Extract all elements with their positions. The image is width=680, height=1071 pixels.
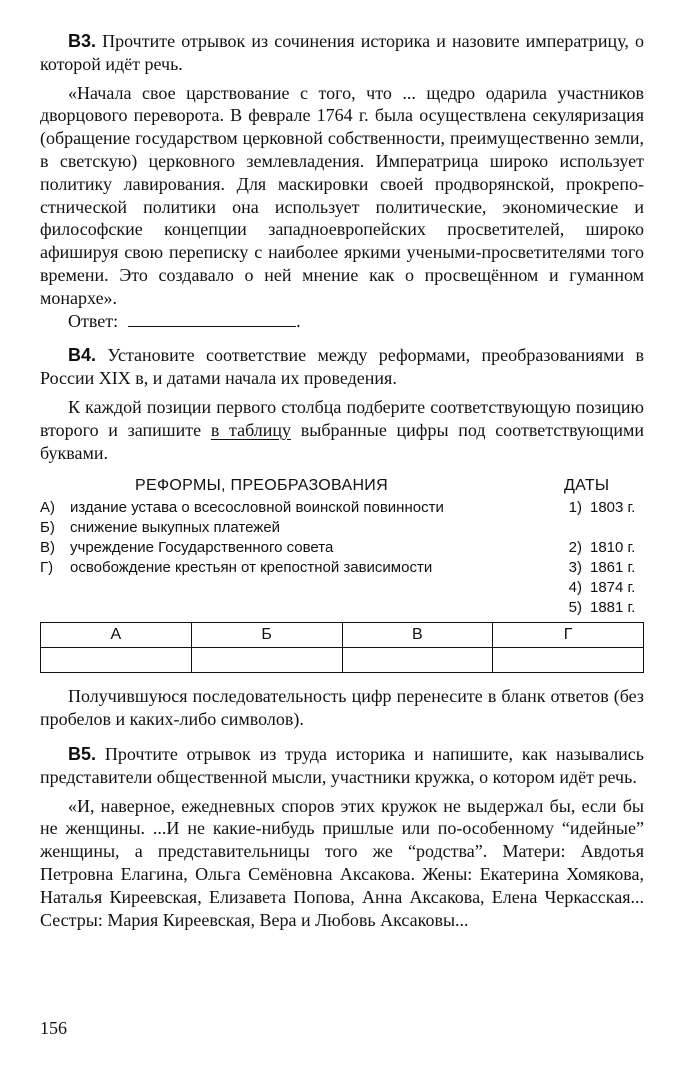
b4-label: В4. xyxy=(68,345,97,366)
answer-table xyxy=(40,622,644,673)
b4-instruction xyxy=(40,396,644,464)
date-text: 1874 г. xyxy=(590,579,636,597)
reforms-list xyxy=(40,498,520,578)
reform-letter: Г) xyxy=(40,559,54,577)
reform-letter: А) xyxy=(40,499,55,517)
answer-table-header-v: В xyxy=(342,623,493,648)
b4-prompt xyxy=(40,344,644,390)
reform-letter: В) xyxy=(40,539,55,557)
b5-prompt-text: Прочтите отрывок из труда историка и напишите, как назывались представители общественной мысли, участники кружка, о котором идёт речь. xyxy=(40,743,645,787)
b3-answer-line[interactable] xyxy=(128,312,296,327)
b4-transfer-note: Получившуюся последовательность цифр перенесите в бланк ответов (без пробелов и каких-либо символов). xyxy=(40,686,644,730)
date-text: 1861 г. xyxy=(590,559,636,577)
date-number: 2) xyxy=(568,539,582,557)
reform-letter: Б) xyxy=(40,519,55,537)
matching-lists xyxy=(40,476,644,622)
answer-cell-b[interactable] xyxy=(191,648,342,673)
page xyxy=(40,30,644,931)
b4-prompt-text: Установите соответствие между реформами, преобразованиями в России XIX в, и датами начала их проведения. xyxy=(40,345,645,389)
answer-cell-v[interactable] xyxy=(342,648,493,673)
reform-item xyxy=(40,538,520,558)
date-text: 1810 г. xyxy=(590,539,636,557)
date-text: 1881 г. xyxy=(590,599,636,617)
reform-item xyxy=(40,518,520,538)
answer-table-header-a: А xyxy=(41,623,192,648)
answer-table-header-b: Б xyxy=(191,623,342,648)
b5-label: В5. xyxy=(68,743,97,764)
b5-prompt xyxy=(40,743,644,789)
reform-item xyxy=(40,558,520,578)
date-number: 3) xyxy=(568,559,582,577)
reform-text: издание устава о всесословной воинской повинности xyxy=(70,499,444,517)
answer-table-input-row xyxy=(41,648,644,673)
date-item xyxy=(554,498,644,518)
reforms-header: РЕФОРМЫ, ПРЕОБРАЗОВАНИЯ xyxy=(135,477,388,495)
date-item xyxy=(554,538,644,558)
answer-table-header-row xyxy=(41,623,644,648)
b3-answer-row: Ответ: . xyxy=(68,310,301,331)
date-item xyxy=(554,578,644,598)
b3-answer-label: Ответ: xyxy=(68,310,119,331)
b5-quote: «И, наверное, ежедневных споров этих кружок не выдержал бы, если бы не женщины. ...И не какие-нибудь пришлые или по-особенному “идейные” женщины, а представительницы того же “родства”. Матери: Авдотья Петровна Елагина, Ольга Семёновна Аксакова. Жены: Екатерина Хомякова, Наталья Киреевская, Елизавета Попова, Анна Аксакова, Елена Черкасская... Сестры: Мария Киреевская, Вера и Любовь Аксаковы... xyxy=(40,795,644,930)
dates-list xyxy=(554,498,644,618)
answer-cell-a[interactable] xyxy=(41,648,192,673)
date-number: 1) xyxy=(568,499,582,517)
reform-item xyxy=(40,498,520,518)
b4-instruction-after: выбранные цифры под соответствующими буквами. xyxy=(40,419,644,463)
b3-quote: «Начала свое царствование с того, что ... щедро одарила участников дворцового переворота. В феврале 1764 г. была осуществлена секуляризация (обращение государством церковной собственности, преимущественно земли, в светскую) церковного землевладения. Императрица широко использует политику лавирования. Для маскировки своей продворянской, прокрепостнической политики она использует политические, экономические и философские концепции западноевропейских просветителей, широко афишируя свою переписку с наиболее яркими учеными-просветителями того времени. Это создавало о ней мнение как о просвещённом и гуманном монархе». xyxy=(40,82,644,308)
reform-text: снижение выкупных платежей xyxy=(70,519,281,537)
answer-cell-g[interactable] xyxy=(493,648,644,673)
date-item xyxy=(554,598,644,618)
date-text: 1803 г. xyxy=(590,499,636,517)
date-number: 4) xyxy=(568,579,582,597)
date-number: 5) xyxy=(568,599,582,617)
answer-table-header-g: Г xyxy=(493,623,644,648)
b4-instruction-before: К каждой позиции первого столбца подберите соответствующую позицию второго и запишите xyxy=(40,396,644,440)
b3-prompt xyxy=(40,30,644,76)
b3-label: В3. xyxy=(68,31,97,51)
reform-text: освобождение крестьян от крепостной зависимости xyxy=(70,559,433,577)
reform-text: учреждение Государственного совета xyxy=(70,539,334,557)
date-item xyxy=(554,558,644,578)
page-number: 156 xyxy=(40,1018,67,1038)
dates-header: ДАТЫ xyxy=(564,477,610,495)
b3-prompt-text: Прочтите отрывок из сочинения историка и назовите императрицу, о которой идёт речь. xyxy=(40,31,645,74)
b4-instruction-link: в таблицу xyxy=(210,419,292,440)
